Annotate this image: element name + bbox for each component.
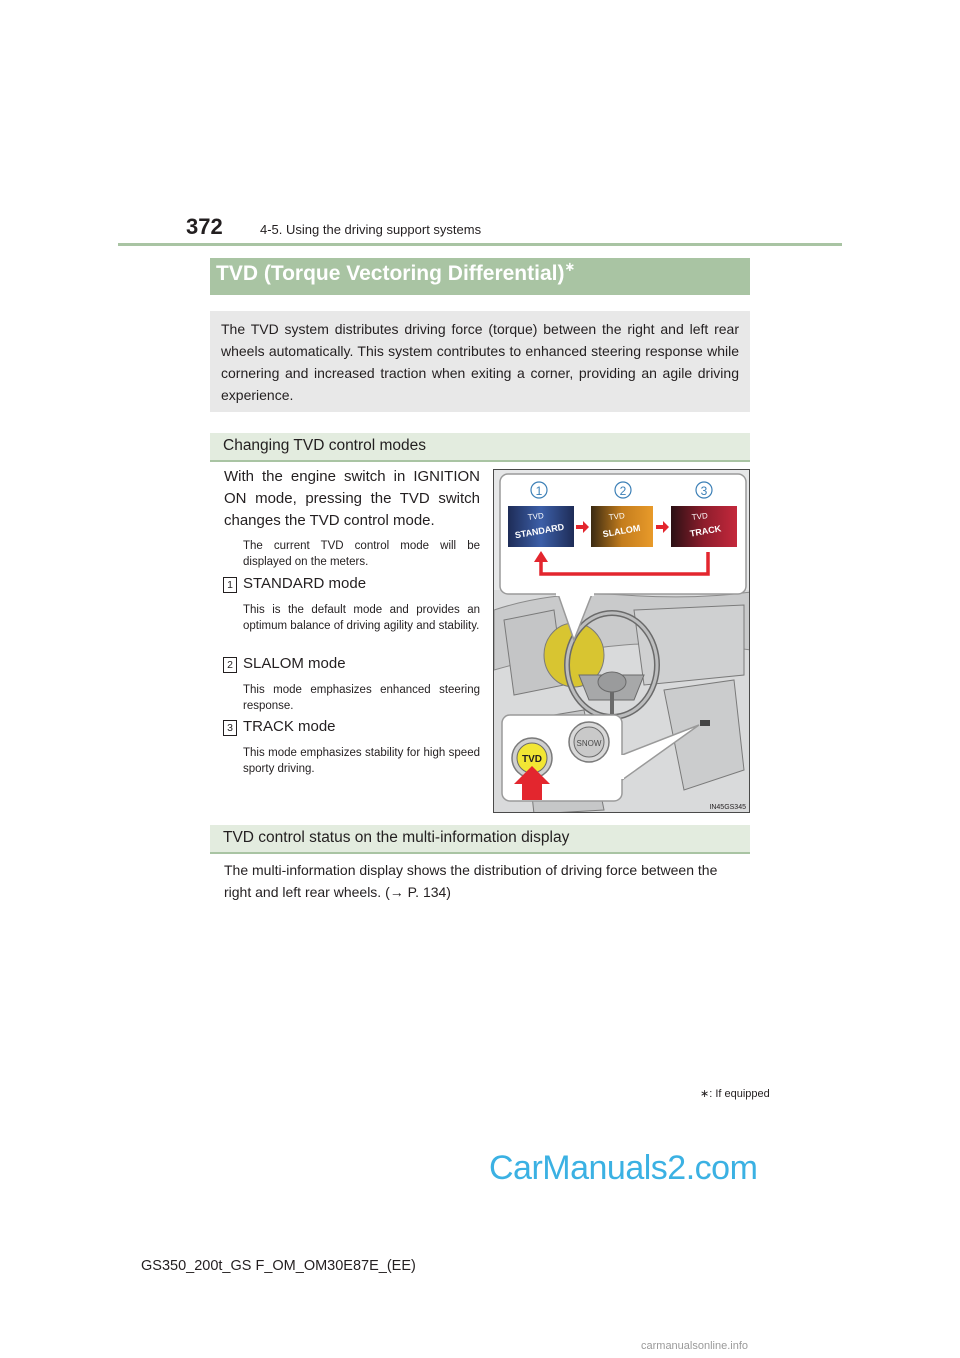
changing-modes-heading: Changing TVD control modes [223,437,427,454]
mode-desc-standard: This is the default mode and provides an optimum balance of driving agility and stability. [243,604,480,632]
badge-track-top: TVD [691,511,709,522]
tvd-illustration [493,469,750,813]
callout-1-label: 1 [535,484,543,498]
badge-track-text: TRACK [689,523,722,539]
mode-label-standard: STANDARD mode [243,575,367,592]
footnote: ∗: If equipped [700,1088,770,1100]
multi-info-body-line-1: The multi-information display shows the distribution of driving force between the [224,862,718,878]
footer-code: GS350_200t_GS F_OM_OM30E87E_(EE) [141,1258,416,1274]
callout-3-label: 3 [700,484,708,498]
multi-info-heading: TVD control status on the multi-information display [223,829,570,846]
mode-label-slalom: SLALOM mode [243,655,346,672]
badge-standard-text: STANDARD [514,521,565,541]
meters-note: The current TVD control mode will be displayed on the meters. [243,540,480,568]
changing-modes-body: With the engine switch in IGNITION ON mode, pressing the TVD switch changes the TVD control mode. [224,468,480,529]
page-number: 372 [186,214,223,239]
equipped-marker: ∗ [564,259,576,274]
badge-slalom-text: SLALOM [601,522,642,540]
badge-slalom-top: TVD [608,511,626,522]
callout-2-label: 2 [619,484,627,498]
watermark: CarManuals2.com [489,1149,758,1187]
badge-standard-top: TVD [527,511,545,522]
intro-text: The TVD system distributes driving force (torque) between the right and left rear wheels automatically. This system contributes to enhanced steering response while cornering and increased traction when exiting a corner, providing an agile driving experience. [221,321,739,403]
tvd-button-label: TVD [522,754,542,765]
mode-number-1: 1 [223,577,237,593]
mode-desc-slalom: This mode emphasizes enhanced steering response. [243,684,480,712]
mode-number-2: 2 [223,657,237,673]
mode-number-3: 3 [223,720,237,736]
section-title: 4-5. Using the driving support systems [260,222,482,237]
multi-info-body-line-2[interactable]: right and left rear wheels. (→ P. 134) [224,884,451,900]
multi-info-body [224,859,750,903]
cockpit-drawing [494,470,750,813]
header-rule [118,243,842,246]
mode-label-track: TRACK mode [243,718,336,735]
watermark-secondary: carmanualsonline.info [641,1340,749,1352]
snow-button-label: SNOW [576,739,602,748]
illustration-code: IN45GS345 [709,804,746,811]
page-title: TVD (Torque Vectoring Differential)∗ [216,259,576,285]
mode-desc-track: This mode emphasizes stability for high speed sporty driving. [243,747,480,775]
